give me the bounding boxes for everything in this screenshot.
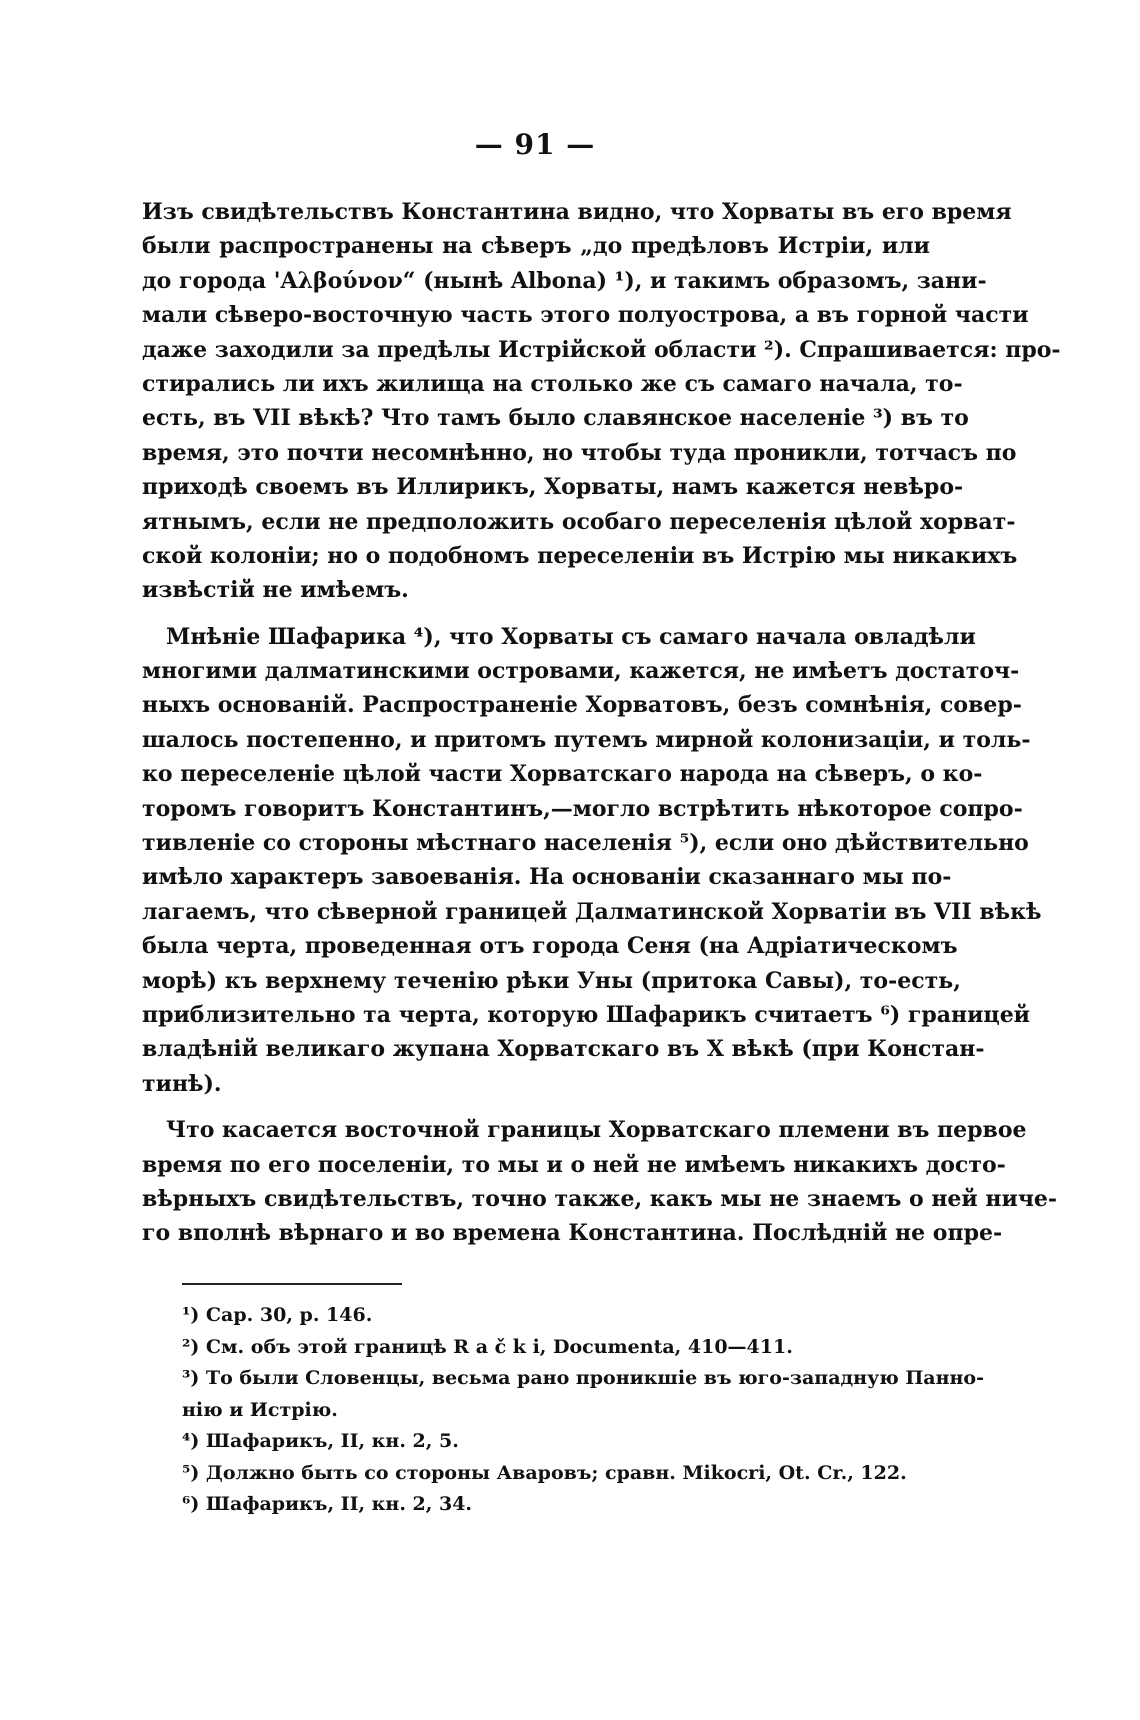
- text-line: время, это почти несомнѣнно, но чтобы туда проникли, тотчасъ по: [142, 439, 1017, 466]
- text-line: Изъ свидѣтельствъ Константина видно, что Хорваты въ его время: [142, 199, 1012, 225]
- text-line: приходѣ своемъ въ Иллирикъ, Хорваты, намъ кажется невѣро-: [142, 474, 964, 501]
- text-line: даже заходили за предѣлы Истрійской области ²). Спрашивается: про-: [142, 336, 1061, 363]
- text-line: была черта, проведенная отъ города Сеня (на Адріатическомъ: [142, 933, 958, 960]
- text-line: Что касается восточной границы Хорватскаго племени въ первое: [166, 1117, 1027, 1144]
- text-line: имѣло характеръ завоеванія. На основаніи сказаннаго мы по-: [142, 864, 952, 891]
- text-line: ятнымъ, если не предположить особаго переселенія цѣлой хорват-: [142, 508, 1016, 535]
- footnote: ⁶) Шафарикъ, II, кн. 2, 34.: [182, 1493, 473, 1515]
- page-number: — 91 —: [474, 128, 596, 161]
- text-line: время по его поселеніи, то мы и о ней не имѣемъ никакихъ досто-: [142, 1151, 1006, 1178]
- text-line: владѣній великаго жупана Хорватскаго въ X вѣкѣ (при Констан-: [142, 1036, 985, 1063]
- text-line: вѣрныхъ свидѣтельствъ, точно также, какъ мы не знаемъ о ней ниче-: [142, 1185, 1058, 1212]
- text-line: ской колоніи; но о подобномъ переселеніи въ Истрію мы никакихъ: [142, 542, 1018, 569]
- footnotes: [182, 1300, 984, 1521]
- text-line: приблизительно та черта, которую Шафарикъ считаетъ ⁶) границей: [142, 1001, 1031, 1028]
- text-line: извѣстій не имѣемъ.: [142, 577, 409, 604]
- footnote: ⁵) Должно быть со стороны Аваровъ; сравн. Mikocri, Ot. Cr., 122.: [182, 1461, 907, 1484]
- footnote-divider: [182, 1283, 402, 1285]
- text-line: мали сѣверо-восточную часть этого полуострова, а въ горной части: [142, 302, 1029, 329]
- text-line: тивленіе со стороны мѣстнаго населенія ⁵), если оно дѣйствительно: [142, 830, 1029, 857]
- footnote: ⁴) Шафарикъ, II, кн. 2, 5.: [182, 1430, 459, 1452]
- text-line: есть, въ VII вѣкѣ? Что тамъ было славянское населеніе ³) въ то: [142, 405, 969, 432]
- text-line: многими далматинскими островами, кажется, не имѣетъ достаточ-: [142, 658, 1020, 685]
- footnote-continuation: нію и Истрію.: [182, 1398, 338, 1421]
- footnote: ²) См. объ этой границѣ R a č k i, Documenta, 410—411.: [182, 1335, 793, 1358]
- text-line: до города 'Αλβούνον“ (нынѣ Albona) ¹), и такимъ образомъ, зани-: [142, 267, 987, 294]
- text-line: ко переселеніе цѣлой части Хорватскаго народа на сѣверъ, о ко-: [142, 761, 983, 788]
- text-line: тинѣ).: [142, 1070, 222, 1097]
- paragraph-gap: [142, 1101, 930, 1113]
- text-line: морѣ) къ верхнему теченію рѣки Уны (притока Савы), то-есть,: [142, 967, 961, 994]
- footnote: ³) То были Словенцы, весьма рано проникшіе въ юго-западную Панно-: [182, 1367, 984, 1389]
- text-line: ныхъ основаній. Распространеніе Хорватовъ, безъ сомнѣнія, совер-: [142, 692, 1022, 719]
- text-line: го вполнѣ вѣрнаго и во времена Константина. Послѣдній не опре-: [142, 1220, 1003, 1247]
- text-line: Мнѣніе Шафарика ⁴), что Хорваты съ самаго начала овладѣли: [166, 623, 976, 650]
- text-line: были распространены на сѣверъ „до предѣловъ Истріи, или: [142, 233, 930, 260]
- text-line: торомъ говоритъ Константинъ,—могло встрѣтить нѣкоторое сопро-: [142, 795, 1023, 822]
- text-line: лагаемъ, что сѣверной границей Далматинской Хорватіи въ VII вѣкѣ: [142, 898, 1042, 925]
- text-line: шалось постепенно, и притомъ путемъ мирной колонизаціи, и толь-: [142, 726, 1031, 753]
- footnote: ¹) Cap. 30, p. 146.: [182, 1304, 373, 1326]
- body-text: [142, 195, 1061, 1251]
- paragraph-gap: [142, 608, 930, 620]
- text-line: стирались ли ихъ жилища на столько же съ самаго начала, то-: [142, 370, 963, 397]
